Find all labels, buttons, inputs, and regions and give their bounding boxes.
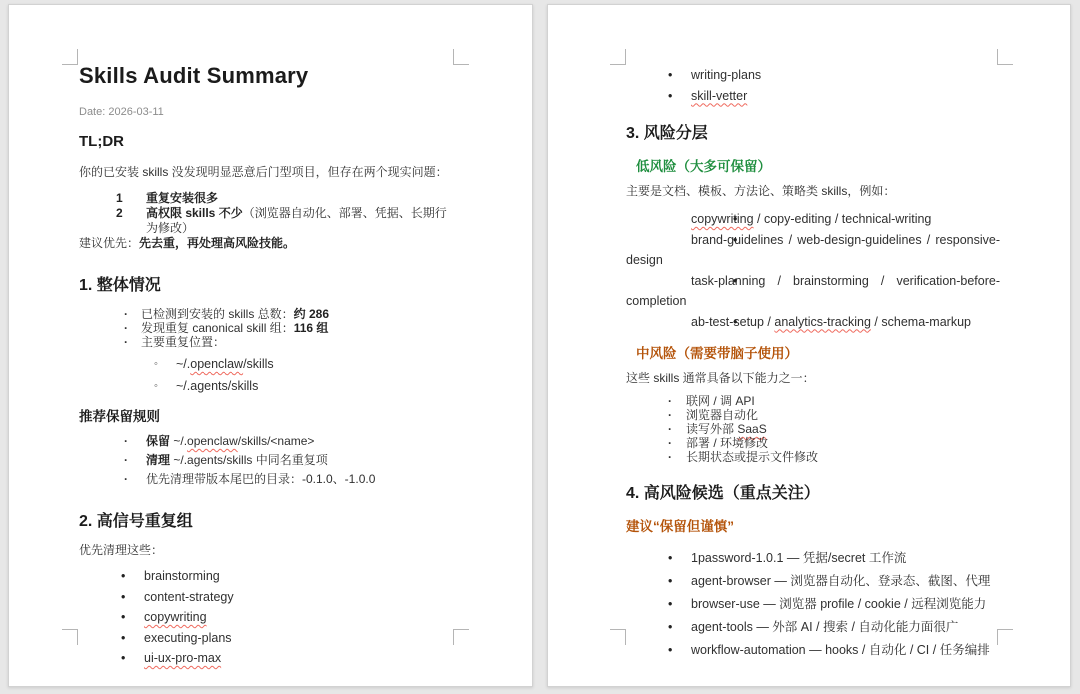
high-risk-item: • 1password-1.0.1 — 凭据/secret 工作流 (626, 547, 1000, 570)
misspelled-text: openclaw (187, 434, 238, 448)
low-risk-intro: 主要是文档、模板、方法论、策略类 skills，例如： (626, 184, 896, 198)
skill-item (626, 86, 1000, 107)
item-text: 已检测到安装的 skills 总数： (141, 307, 294, 321)
item-text: （浏览器自动化、部署、凭据、长期行为修改） (146, 206, 447, 235)
section-2-intro: 优先清理这些： (79, 543, 164, 557)
item-text-bold: 116 组 (293, 321, 329, 335)
path-text: /skills (243, 357, 274, 371)
skill-group-item: • brand-guidelines / web-design-guidelines / responsive-design (626, 230, 1000, 271)
path-list-item: ◦ ~/.agents/skills (79, 375, 452, 397)
advice-bold: 先去重，再处理高风险技能。 (139, 236, 296, 250)
numbered-item (79, 191, 452, 206)
high-risk-item: • workflow-automation — hooks / 自动化 / CI / 任务编排 (626, 639, 1000, 662)
tldr-heading: TL;DR (79, 133, 124, 150)
skill-item (79, 607, 452, 628)
section-1-heading: 1. 整体情况 (79, 277, 161, 294)
rule-keyword: 保留 (146, 434, 171, 448)
capability-item: · 浏览器自动化 (626, 408, 1000, 422)
rule-item (79, 432, 452, 451)
list-number: 2 (116, 206, 123, 220)
path-list-item (79, 353, 452, 375)
item-text: 发现重复 canonical skill 组： (141, 321, 294, 335)
path-text: ~/. (176, 357, 191, 371)
high-risk-item: • browser-use — 浏览器 profile / cookie / 远程浏览能力 (626, 593, 1000, 616)
capability-item: · 联网 / 调 API (626, 394, 1000, 408)
rule-text: ~/. (170, 434, 188, 448)
skill-item: • brainstorming (79, 566, 452, 587)
item-text: / schema-markup (870, 314, 971, 329)
document-date: Date: 2026-03-11 (79, 106, 164, 118)
document-page-2 (547, 4, 1071, 687)
skill-group-item (626, 312, 1000, 333)
misspelled-text: SaaS (737, 422, 767, 436)
item-text: / copy-editing / technical-writing (753, 212, 932, 226)
mid-risk-heading: 中风险（需要带脑子使用） (636, 346, 798, 361)
document-title: Skills Audit Summary (79, 63, 309, 88)
item-text-bold: 重复安装很多 (146, 191, 219, 205)
misspelled-text: analytics-tracking (774, 314, 871, 329)
section-3-heading: 3. 风险分层 (626, 125, 708, 142)
item-text: ab-test-setup / (691, 314, 775, 329)
skill-item: • executing-plans (79, 628, 452, 649)
list-item (79, 321, 452, 335)
misspelled-text: copywriting (691, 212, 754, 226)
document-page-1 (8, 4, 533, 687)
skill-group-item: • task-planning / brainstorming / verification-before-completion (626, 271, 1000, 312)
capability-item (626, 422, 1000, 436)
capability-item: · 长期状态或提示文件修改 (626, 450, 1000, 464)
rule-item (79, 451, 452, 470)
skill-item: • content-strategy (79, 587, 452, 608)
rule-text: /skills/<name> (237, 434, 315, 448)
skill-group-item (626, 209, 1000, 230)
low-risk-heading: 低风险（大多可保留） (636, 159, 771, 174)
page-1-content (9, 5, 532, 669)
item-text-bold: 高权限 skills 不少 (146, 206, 243, 220)
section-2-heading: 2. 高信号重复组 (79, 513, 193, 530)
high-risk-subheading: 建议“保留但谨慎” (626, 519, 734, 534)
mid-risk-intro: 这些 skills 通常具备以下能力之一： (626, 371, 815, 385)
list-number: 1 (116, 191, 123, 205)
high-risk-item: • agent-browser — 浏览器自动化、登录态、截图、代理 (626, 570, 1000, 593)
numbered-item (79, 206, 452, 236)
misspelled-text: copywriting (144, 610, 207, 624)
rule-item: · 优先清理带版本尾巴的目录：-0.1.0、-1.0.0 (79, 470, 452, 489)
skill-item (79, 648, 452, 669)
misspelled-text: skill-vetter (691, 88, 748, 103)
rule-text: ~/.agents/skills 中同名重复项 (170, 453, 328, 467)
intro-paragraph: 你的已安装 skills 没发现明显恶意后门型项目，但存在两个现实问题： (79, 165, 448, 179)
skill-item: • writing-plans (626, 65, 1000, 86)
page-2-content (548, 5, 1070, 662)
misspelled-text: openclaw (190, 357, 244, 371)
item-text-bold: 约 286 (293, 307, 330, 321)
rules-heading: 推荐保留规则 (79, 409, 160, 424)
advice-prefix: 建议优先： (79, 236, 140, 250)
section-4-heading: 4. 高风险候选（重点关注） (626, 485, 820, 502)
list-item (79, 307, 452, 321)
item-text: 读写外部 (686, 422, 738, 436)
list-item: · 主要重复位置： (79, 335, 452, 349)
rule-keyword: 清理 (146, 453, 171, 467)
misspelled-text: ui-ux-pro-max (144, 651, 222, 665)
capability-item: · 部署 / 环境修改 (626, 436, 1000, 450)
high-risk-item: • agent-tools — 外部 AI / 搜索 / 自动化能力面很广 (626, 616, 1000, 639)
advice-line (79, 236, 452, 251)
